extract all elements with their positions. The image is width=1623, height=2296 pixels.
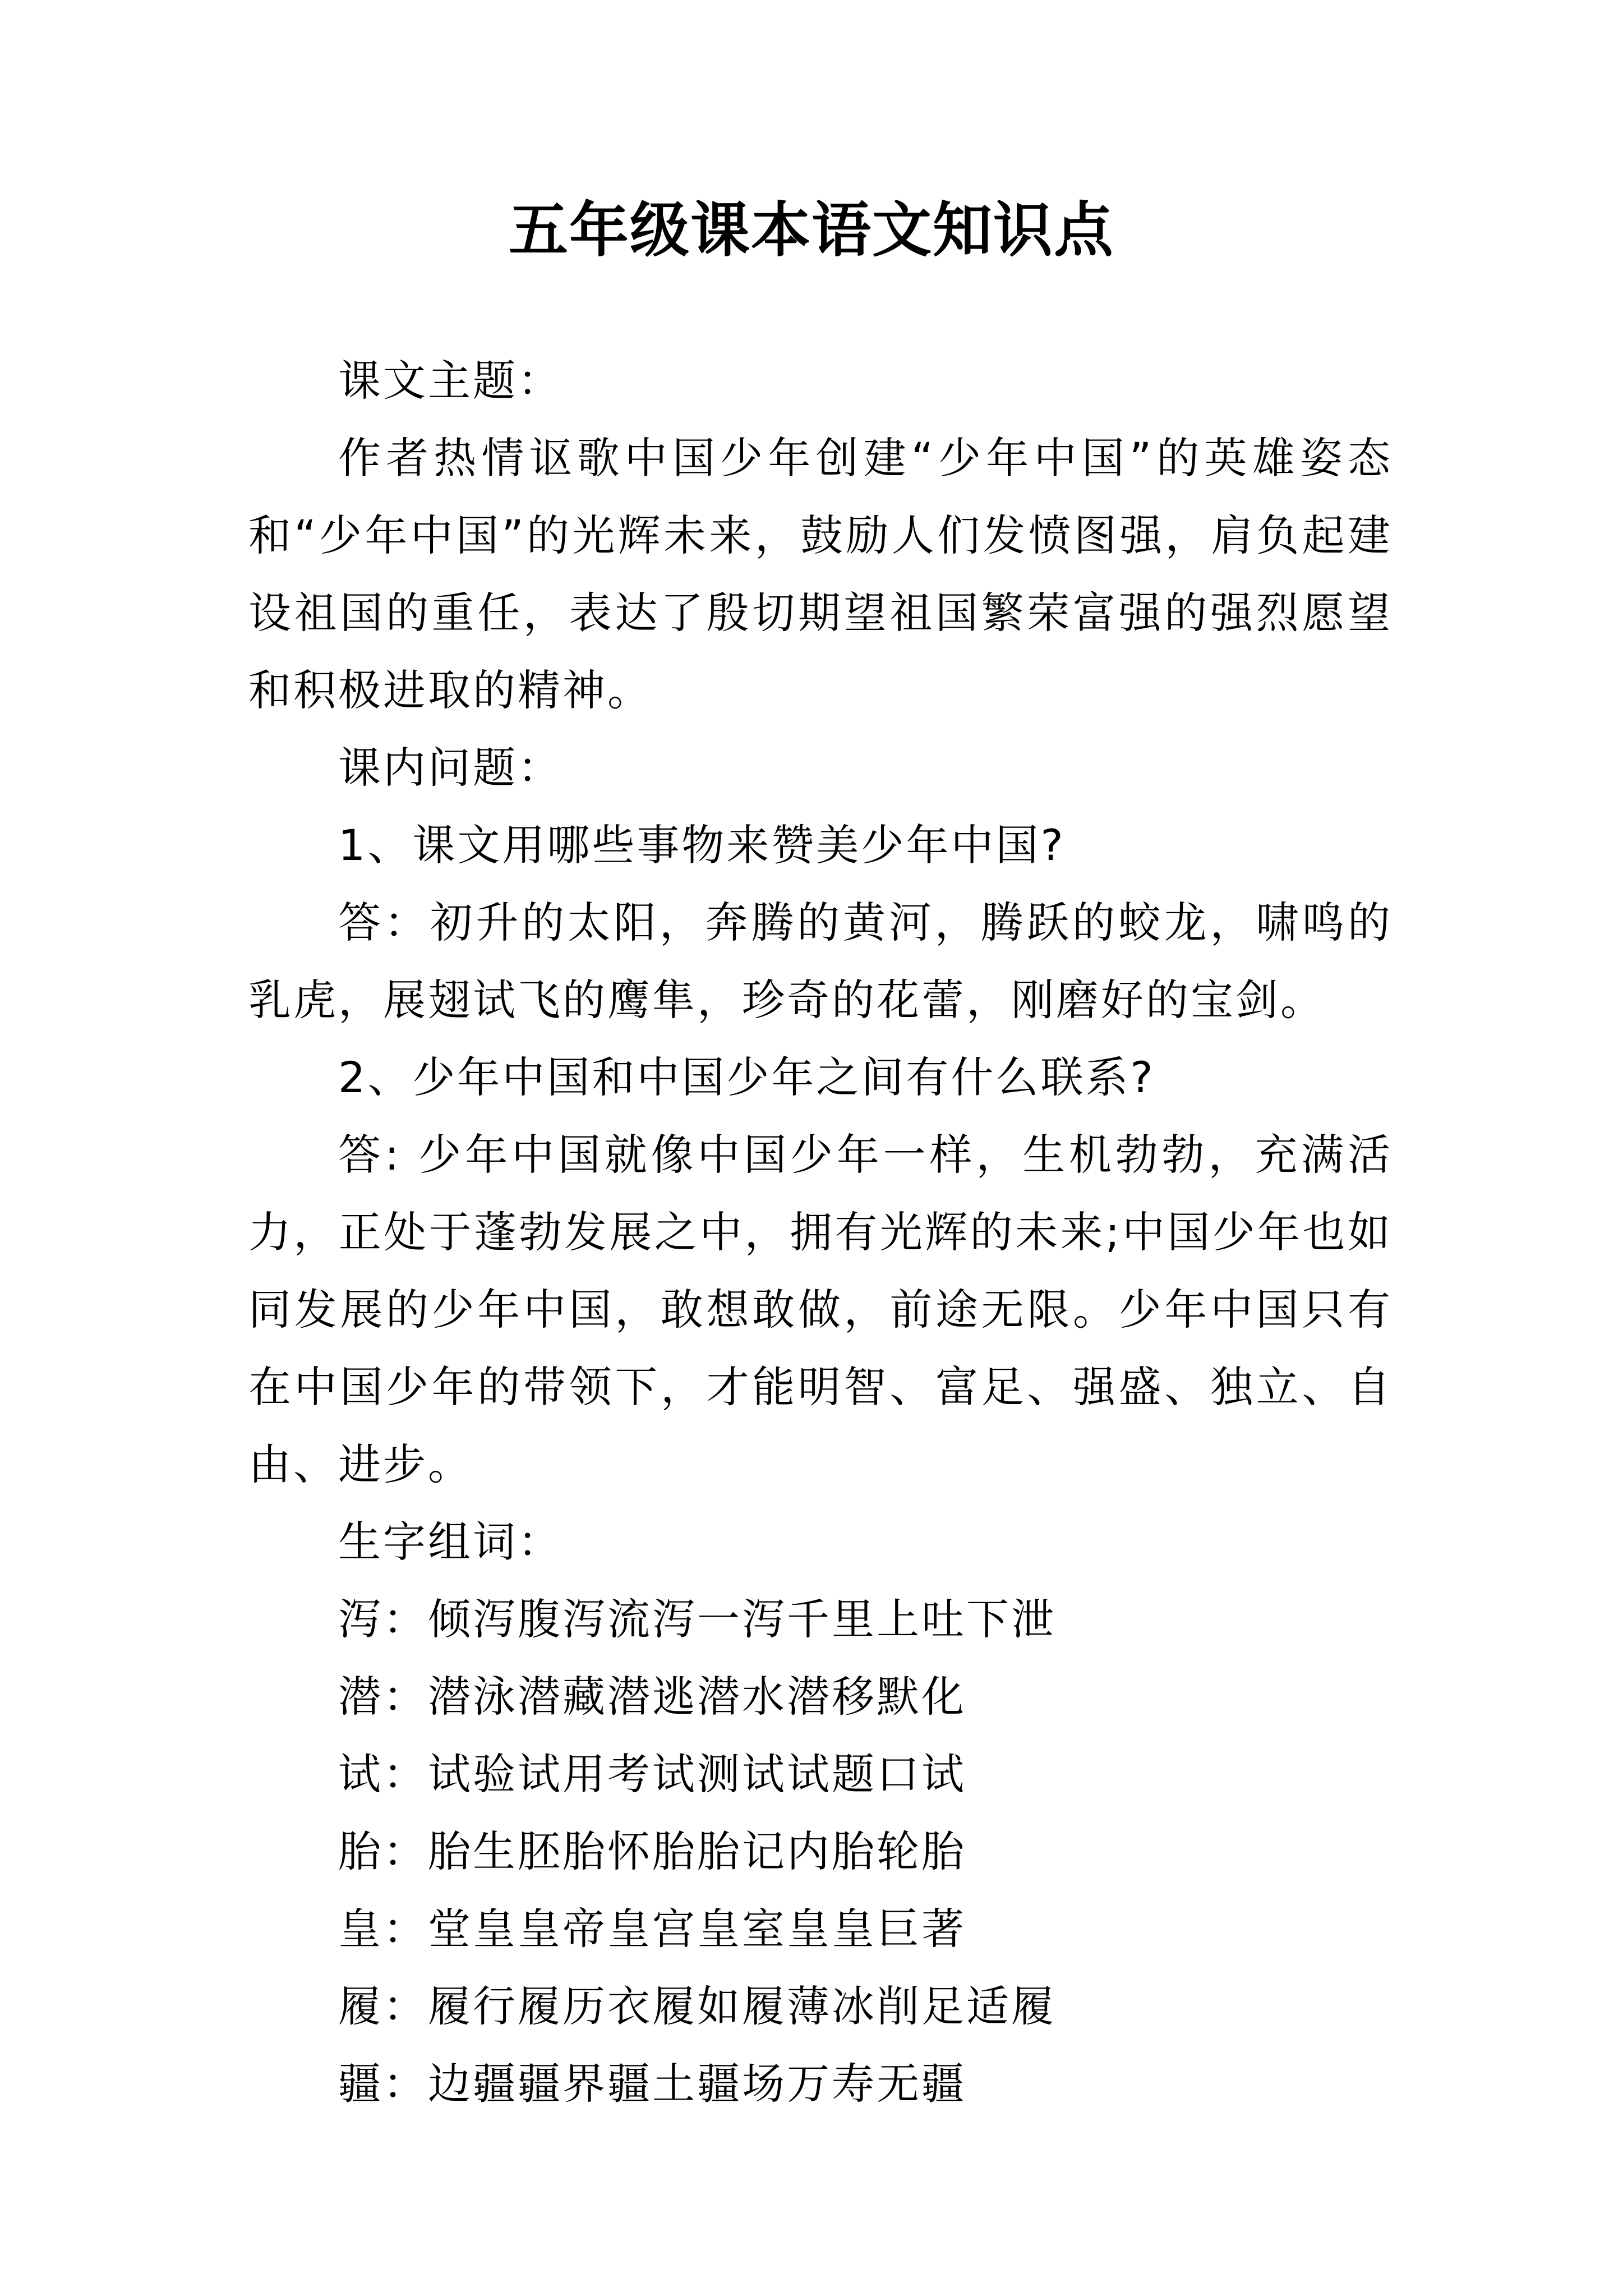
section-heading-theme: 课文主题： [338,356,562,406]
section-heading-words: 生字组词： [338,1517,562,1567]
word-group-line: 试：试验试用考试测试试题口试 [338,1749,966,1799]
document-title: 五年级课本语文知识点 [509,195,1114,265]
word-group-line: 潜：潜泳潜藏潜逃潜水潜移默化 [338,1672,966,1722]
paragraph-theme: 作者热情讴歌中国少年创建“少年中国”的英雄姿态和“少年中国”的光辉未来，鼓励人们发愤图强，肩负起建设祖国的重任，表达了殷切期望祖国繁荣富强的强烈愿望和积极进取的精神。 [248,433,1393,715]
word-group-line: 疆：边疆疆界疆土疆场万寿无疆 [338,2059,966,2109]
word-group-line: 泻：倾泻腹泻流泻一泻千里上吐下泄 [338,1594,1056,1644]
word-group-line: 胎：胎生胚胎怀胎胎记内胎轮胎 [338,1826,966,1876]
question-2: 2、少年中国和中国少年之间有什么联系? [338,1052,1155,1102]
section-heading-questions: 课内问题： [338,743,562,793]
answer-2: 答: 少年中国就像中国少年一样，生机勃勃，充满活力，正处于蓬勃发展之中，拥有光辉的未来;中国少年也如同发展的少年中国，敢想敢做，前途无限。少年中国只有在中国少年的带领下，才能明智、富足、强盛、独立、自由、进步。 [248,1130,1393,1489]
question-1: 1、课文用哪些事物来赞美少年中国? [338,820,1066,870]
answer-1: 答：初升的太阳，奔腾的黄河，腾跃的蛟龙，啸鸣的乳虎，展翅试飞的鹰隼，珍奇的花蕾，刚磨好的宝剑。 [248,898,1393,1025]
word-group-line: 履：履行履历衣履如履薄冰削足适履 [338,1981,1056,2031]
document-body [248,342,1393,2123]
word-group-line: 皇：堂皇皇帝皇宫皇室皇皇巨著 [338,1904,966,1954]
